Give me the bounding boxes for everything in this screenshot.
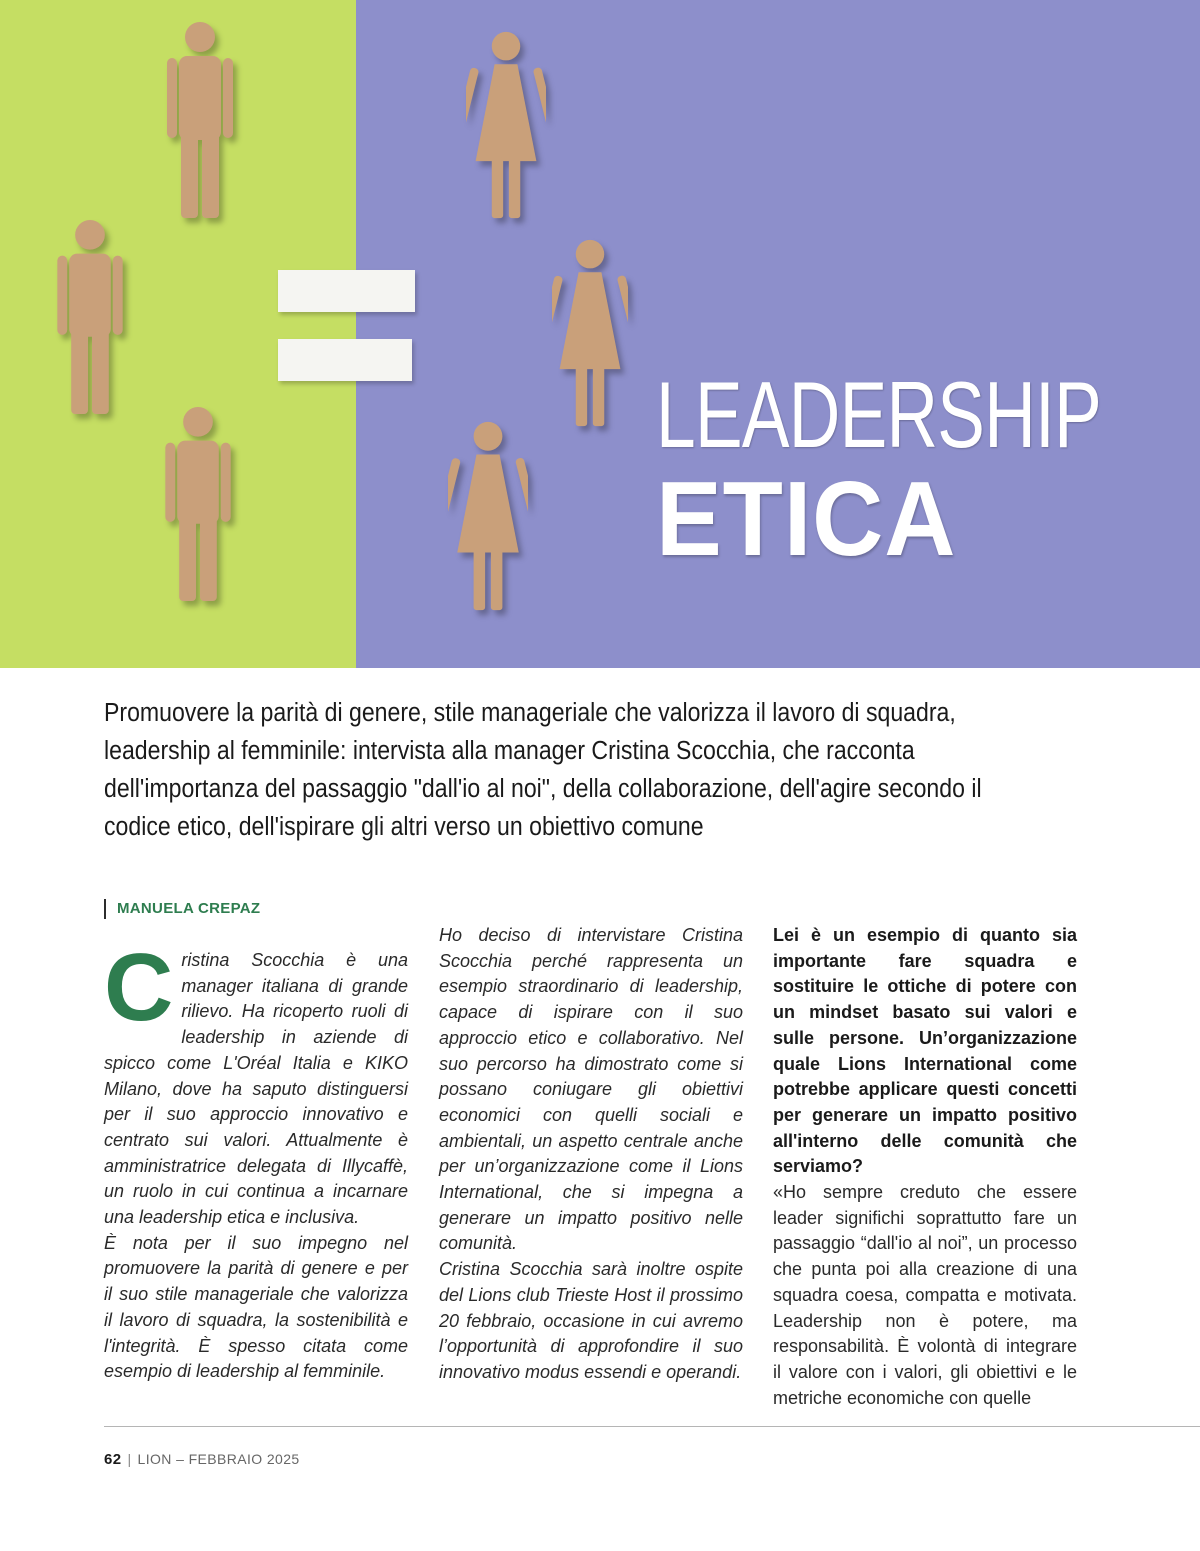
footer-divider <box>104 1426 1200 1427</box>
column-2-paragraph-1: Ho deciso di intervistare Cristina Scocchia perché rappresenta un esempio straordinario di leadership, capace di ispirare con il suo approccio etico e collaborativo. Nel suo percorso ha dimostrato come si possano coniugare gli obiettivi economici con quelli sociali e ambientali, un aspetto centrale anche per un’organizzazione come il Lions International, che si impegna a generare un impatto positivo nelle comunità. <box>439 925 743 1254</box>
woman-figure-icon <box>448 420 528 612</box>
drop-cap: C <box>104 934 174 1041</box>
woman-figure-icon <box>466 30 546 220</box>
issue-label: LION – FEBBRAIO 2025 <box>137 1451 300 1467</box>
woman-figure-icon <box>552 238 628 428</box>
man-figure-icon <box>165 20 235 220</box>
footer-separator: | <box>127 1451 132 1467</box>
headline-line-1: LEADERSHIP <box>656 362 1102 467</box>
article-column-3 <box>773 923 1077 1411</box>
interview-question: Lei è un esempio di quanto sia importante fare squadra e sostituire le ottiche di potere con un mindset basato sui valori e sulle persone. Un’organizzazione quale Lions International come potrebbe applicare questi concetti per generare un impatto positivo all'interno delle comunità che serviamo? <box>773 925 1077 1177</box>
article-column-1 <box>104 934 408 1385</box>
column-1-paragraph-2: È nota per il suo impegno nel promuovere la parità di genere e per il suo stile manageriale che valorizza il lavoro di squadra, la sostenibilità e l'integrità. È spesso citata come esempio di leadership al femminile. <box>104 1232 408 1382</box>
interview-answer: «Ho sempre creduto che essere leader significhi soprattutto fare un passaggio “dall'io al noi”, un processo che punta poi alla creazione di una squadra coesa, compatta e motivata. Leadership non è potere, ma responsabilità. È volontà di integrare il valore con i valori, gli obiettivi e le metriche economiche con quelle <box>773 1182 1077 1408</box>
column-1-paragraph-1 <box>104 934 408 1231</box>
column-1-paragraph-1-text: ristina Scocchia è una manager italiana di grande rilievo. Ha ricoperto ruoli di leadership in aziende di spicco come L'Oréal Italia e KIKO Milano, dove ha saputo distinguersi per il suo approccio innovativo e centrato sui valori. Attualmente è amministratrice delegata di Illycaffè, un ruolo in cui continua a incarnare una leadership etica e inclusiva. <box>104 950 408 1228</box>
hero-image <box>0 0 1200 668</box>
byline-divider <box>104 899 106 919</box>
standfirst: Promuovere la parità di genere, stile manageriale che valorizza il lavoro di squadra, leadership al femminile: intervista alla manager Cristina Scocchia, che racconta dell'importanza del passaggio "dall'io al noi", della collaborazione, dell'agire secondo il codice etico, dell'ispirare gli altri verso un obiettivo comune <box>104 699 982 841</box>
man-figure-icon <box>52 218 128 416</box>
column-2-paragraph-2: Cristina Scocchia sarà inoltre ospite del Lions club Trieste Host il prossimo 20 febbraio, occasione in cui avremo l’opportunità di approfondire il suo innovativo modus essendi e operandi. <box>439 1259 743 1382</box>
man-figure-icon <box>160 405 236 603</box>
article-column-2 <box>439 923 743 1386</box>
byline-author: MANUELA CREPAZ <box>117 900 261 917</box>
page-number: 62 <box>104 1451 122 1468</box>
headline-line-2: ETICA <box>656 460 957 578</box>
page-footer <box>104 1450 300 1469</box>
